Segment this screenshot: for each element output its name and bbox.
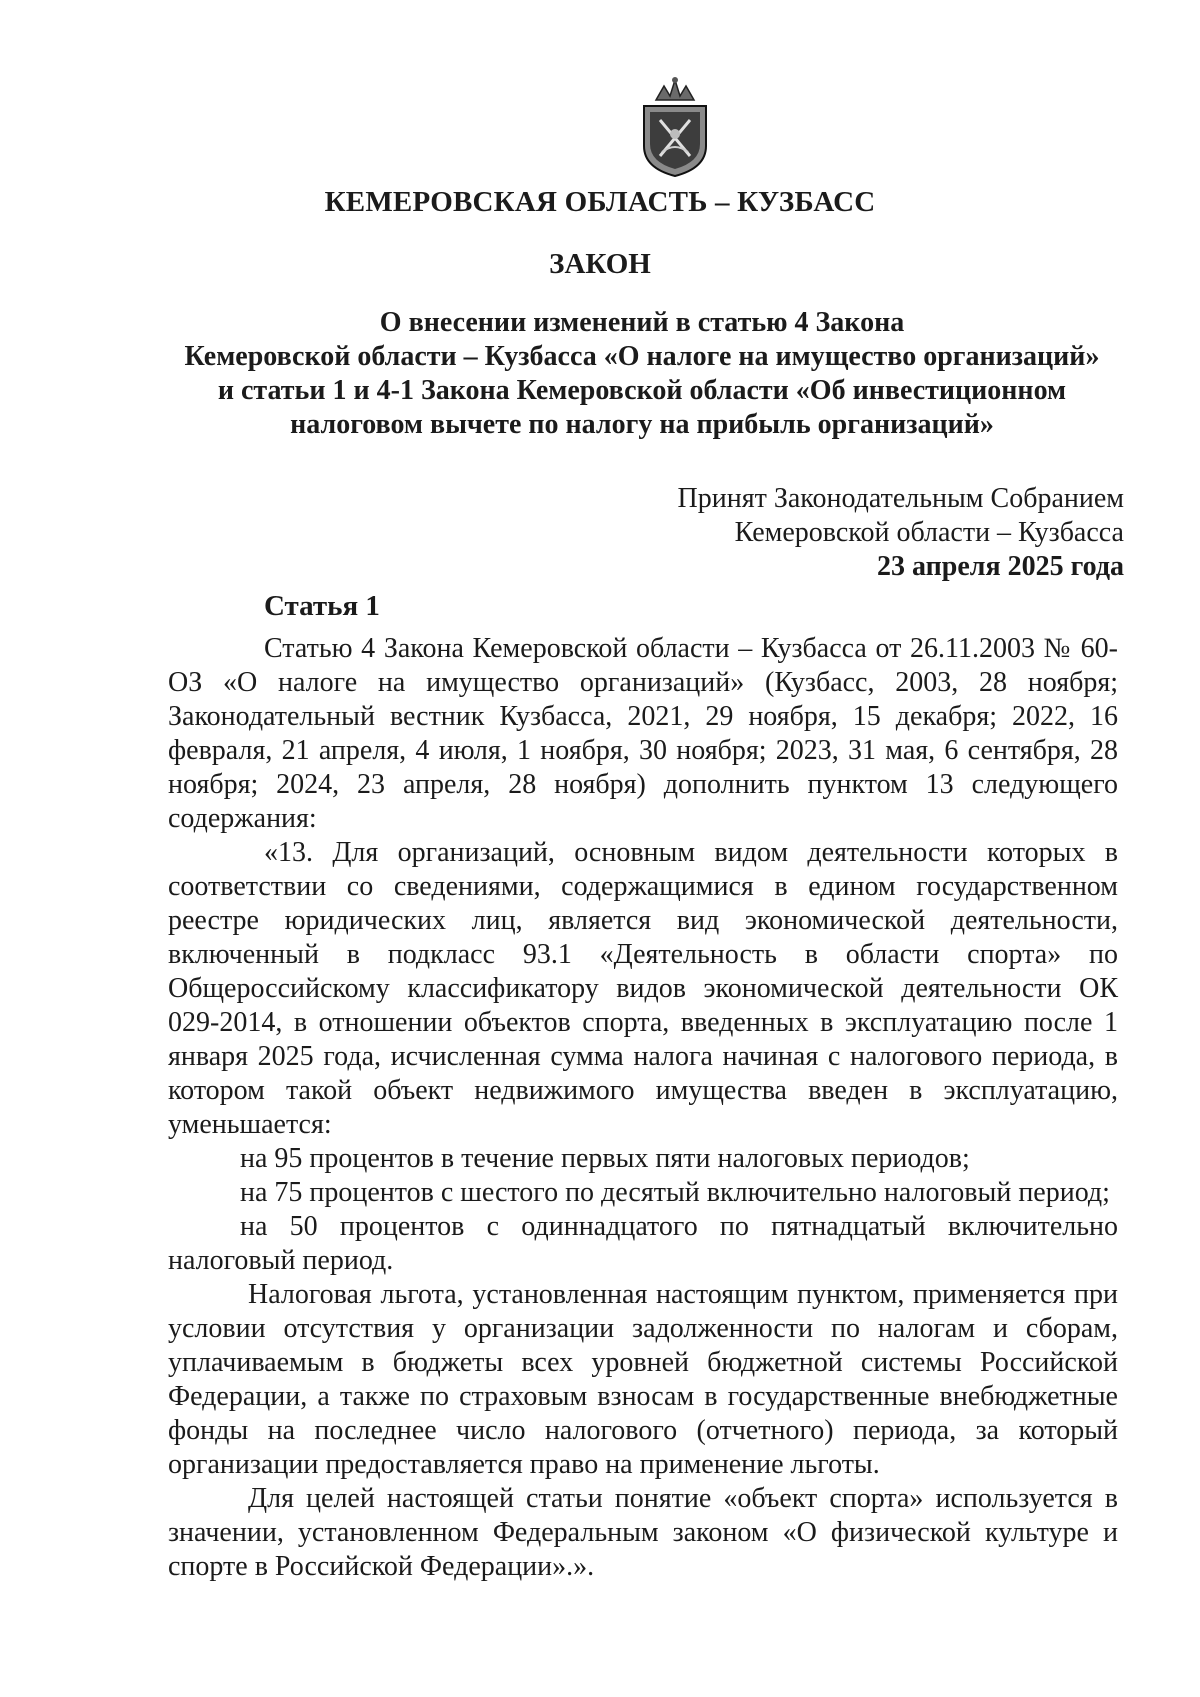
title-line: и статьи 1 и 4-1 Закона Кемеровской области «Об инвестиционном [217,375,1067,406]
adoption-block [564,482,1124,584]
title-line: налоговом вычете по налогу на прибыль организаций» [290,409,994,440]
paragraph: «13. Для организаций, основным видом деятельности которых в соответствии со сведениями, содержащимися в едином государственном реестре юридических лиц, является вид экономической деятельности, включенный в подкласс 93.1 «Деятельность в области спорта» по Общероссийскому классификатору видов экономической деятельности ОК 029-2014, в отношении объектов спорта, введенных в эксплуатацию после 1 января 2025 года, исчисленная сумма налога начиная с налогового периода, в котором такой объект недвижимого имущества введен в эксплуатацию, уменьшается: [168,837,1118,1140]
document-kind: ЗАКОН [549,248,651,280]
coat-of-arms-icon [634,72,716,178]
paragraph: Для целей настоящей статьи понятие «объект спорта» используется в значении, установленном Федеральным законом «О физической культуре и спорте в Российской Федерации».». [168,1483,1118,1582]
adoption-date: 23 апреля 2025 года [877,551,1124,582]
article-body [168,632,1118,1584]
adoption-line: Принят Законодательным Собранием [677,483,1124,514]
title-line: Кемеровской области – Кузбасса «О налоге на имущество организаций» [184,341,1100,372]
title-line: О внесении изменений в статью 4 Закона [379,307,905,338]
paragraph: на 75 процентов с шестого по десятый включительно налоговый период; [240,1177,1110,1208]
paragraph: на 95 процентов в течение первых пяти налоговых периодов; [240,1143,970,1174]
paragraph: Статью 4 Закона Кемеровской области – Кузбасса от 26.11.2003 № 60-ОЗ «О налоге на имущество организаций» (Кузбасс, 2003, 28 ноября; Законодательный вестник Кузбасса, 2021, 29 ноября, 15 декабря; 2022, 16 февраля, 21 апреля, 4 июля, 1 ноября, 30 ноября; 2023, 31 мая, 6 сентября, 28 ноября; 2024, 23 апреля, 28 ноября) дополнить пунктом 13 следующего содержания: [168,633,1118,834]
article-title: Статья 1 [264,590,380,622]
law-title [170,306,1114,442]
adoption-line: Кемеровской области – Кузбасса [734,517,1124,548]
paragraph: на 50 процентов с одиннадцатого по пятнадцатый включительно налоговый период. [168,1211,1118,1276]
paragraph: Налоговая льгота, установленная настоящим пунктом, применяется при условии отсутствия у организации задолженности по налогам и сборам, уплачиваемым в бюджеты всех уровней бюджетной системы Российской Федерации, а также по страховым взносам в государственные внебюджетные фонды на последнее число налогового (отчетного) периода, за который организации предоставляется право на применение льготы. [168,1279,1118,1480]
region-name: КЕМЕРОВСКАЯ ОБЛАСТЬ – КУЗБАСС [324,186,876,218]
